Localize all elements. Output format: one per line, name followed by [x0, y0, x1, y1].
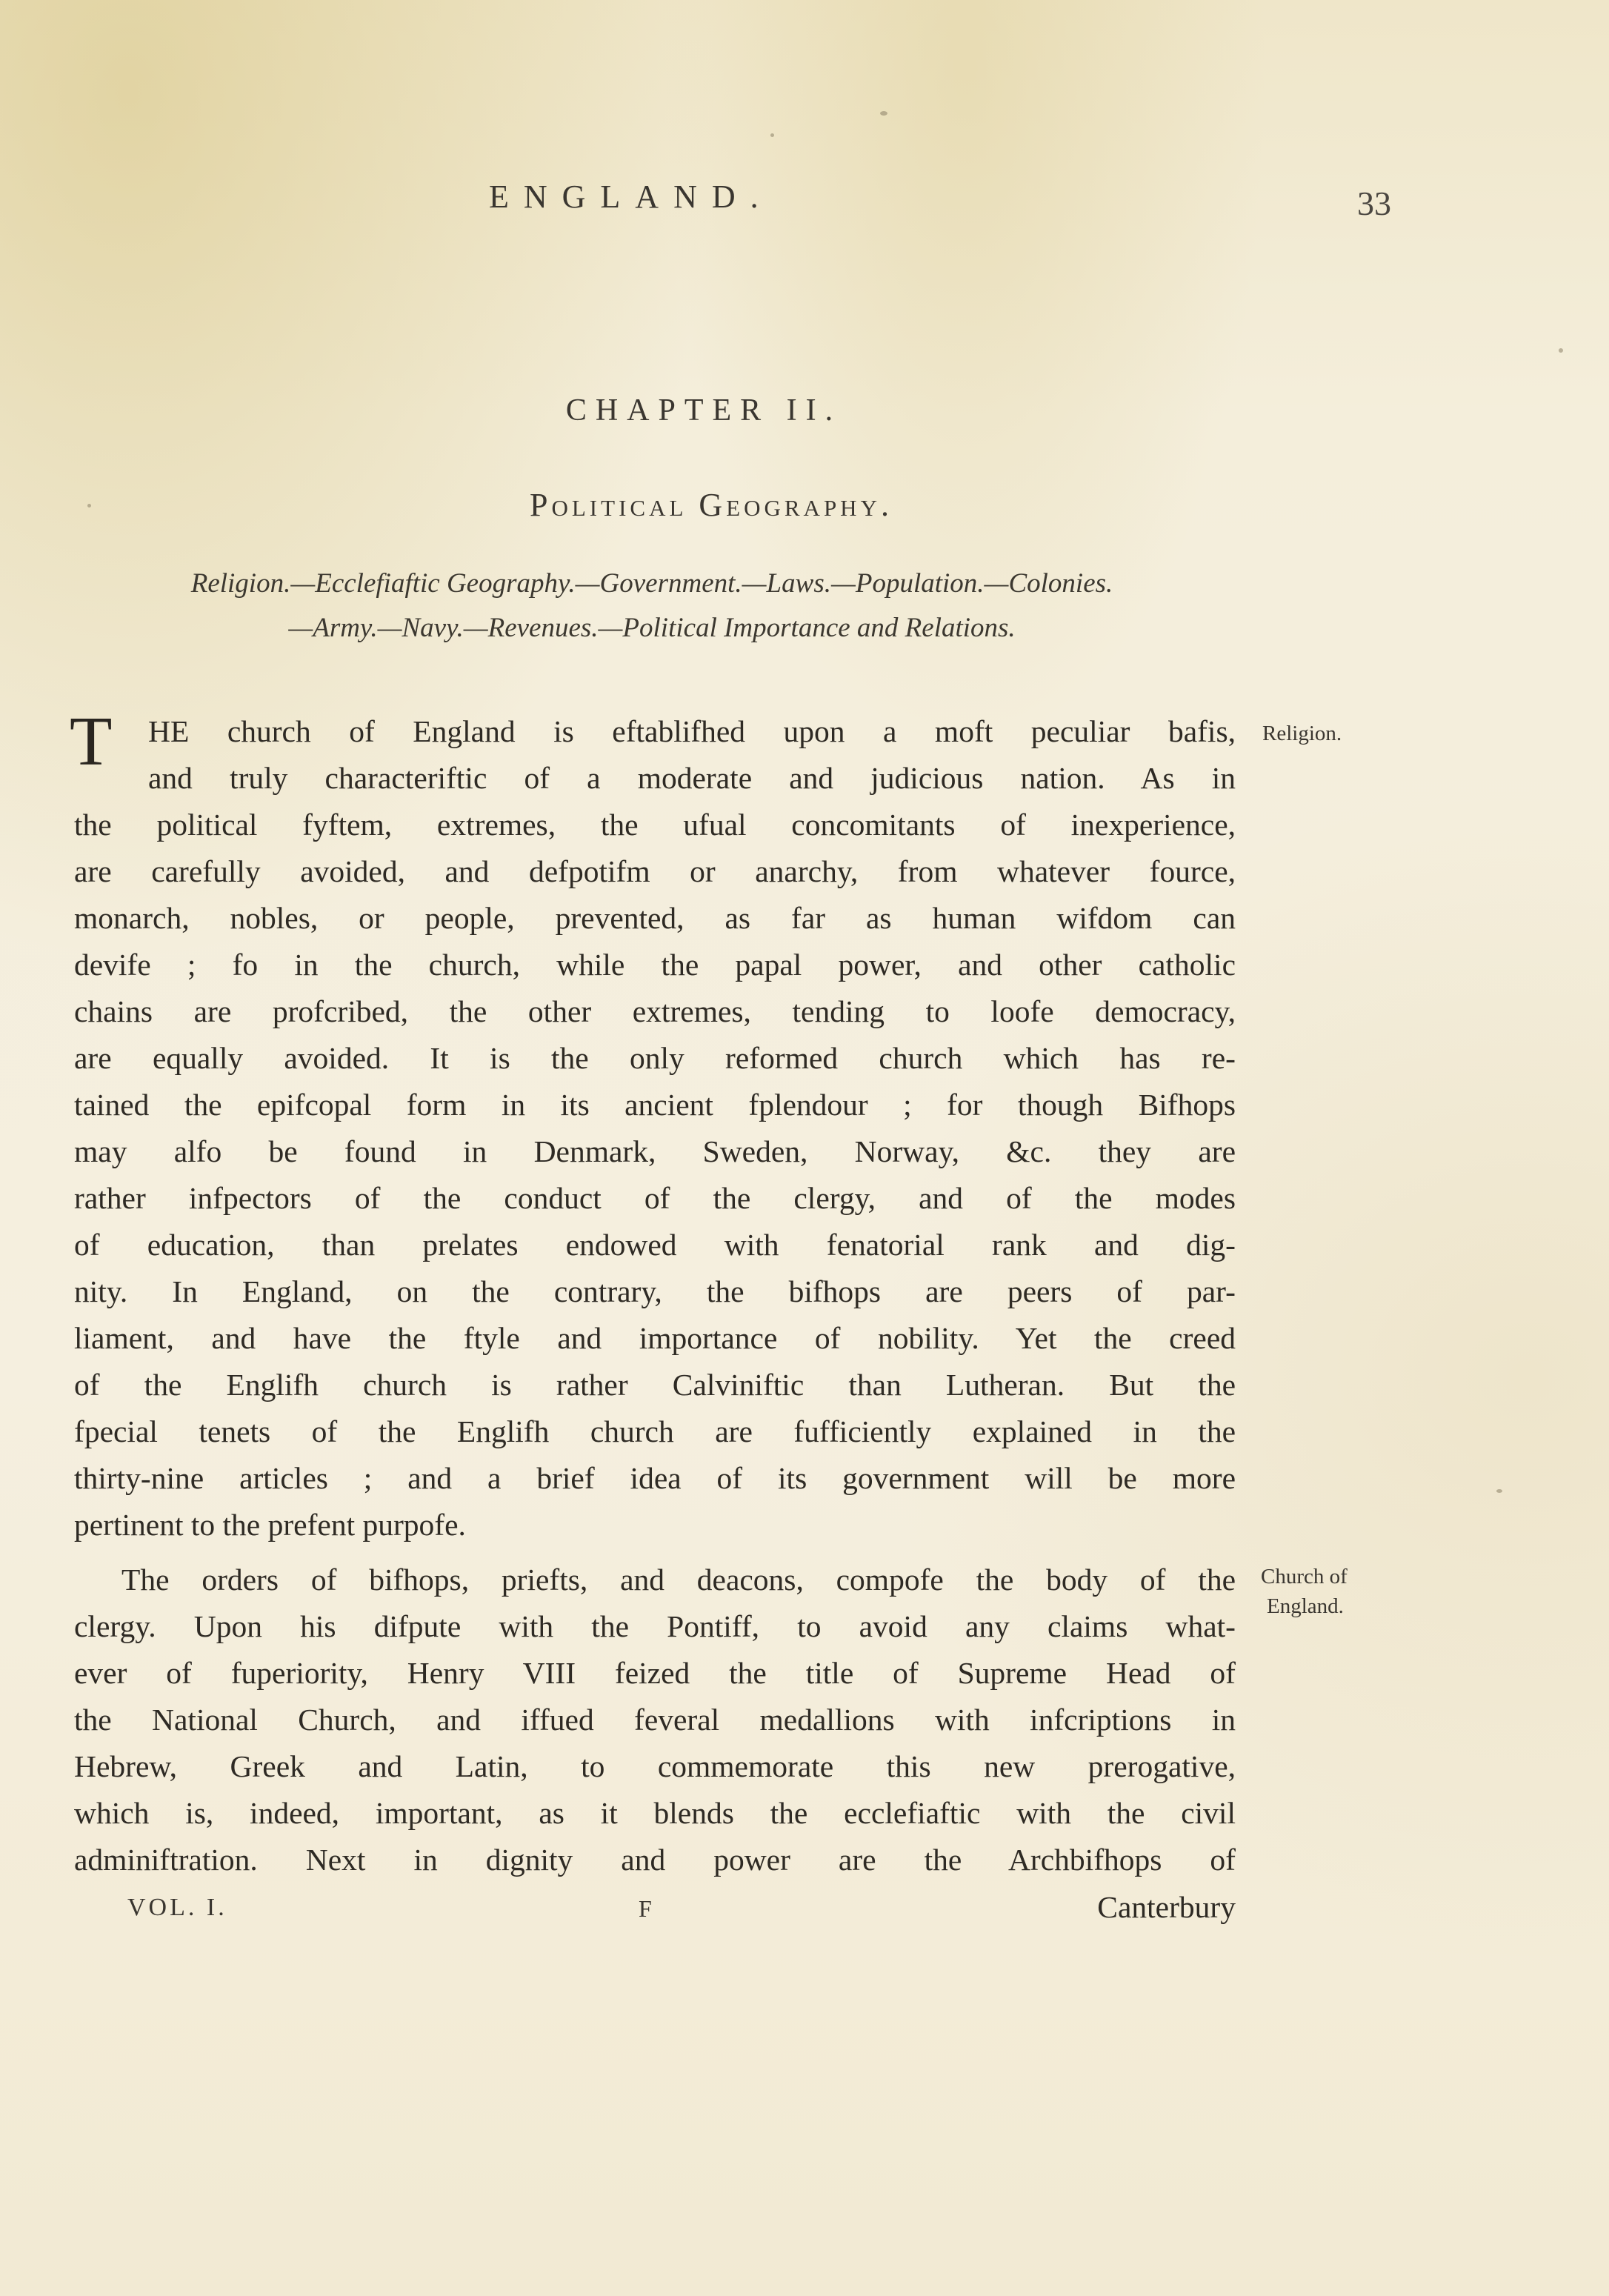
marginal-note-church-line-2: England.	[1267, 1594, 1344, 1618]
text-line: of the Englifh church is rather Calviniftic than Lutheran. But the	[74, 1368, 1236, 1402]
page-number: 33	[1357, 184, 1391, 222]
text-line: of education, than prelates endowed with fenatorial rank and dig-	[74, 1228, 1236, 1262]
text-line: which is, indeed, important, as it blends the ecclefiaftic with the civil	[74, 1796, 1236, 1830]
text-line: liament, and have the ftyle and importance of nobility. Yet the creed	[74, 1321, 1236, 1355]
text-line: may alfo be found in Denmark, Sweden, Norway, &c. they are	[74, 1134, 1236, 1168]
text-line: the political fyftem, extremes, the ufual concomitants of inexperience,	[74, 808, 1236, 842]
marginal-note-religion: Religion.	[1262, 722, 1342, 745]
drop-cap-letter: T	[70, 703, 113, 780]
chapter-summary-line-2: —Army.—Navy.—Revenues.—Political Importance and Relations.	[288, 613, 1016, 643]
speck	[1559, 348, 1563, 353]
chapter-heading: CHAPTER II.	[565, 393, 842, 427]
footer-signature-mark: F	[639, 1895, 652, 1922]
text-line: and truly characteriftic of a moderate and judicious nation. As in	[148, 761, 1236, 795]
speck	[770, 133, 774, 137]
text-line: Hebrew, Greek and Latin, to commemorate this new prerogative,	[74, 1749, 1236, 1783]
text-line: are equally avoided. It is the only reformed church which has re-	[74, 1041, 1236, 1075]
text-line: nity. In England, on the contrary, the bifhops are peers of par-	[74, 1274, 1236, 1308]
text-line: rather infpectors of the conduct of the clergy, and of the modes	[74, 1181, 1236, 1215]
footer-volume: VOL. I.	[127, 1894, 227, 1921]
text-line: HE church of England is eftablifhed upon a moft peculiar bafis,	[148, 714, 1236, 748]
running-head-title: ENGLAND.	[489, 179, 773, 215]
text-line: tained the epifcopal form in its ancient fplendour ; for though Bifhops	[74, 1088, 1236, 1122]
text-line: fpecial tenets of the Englifh church are fufficiently explained in the	[74, 1414, 1236, 1448]
text-line: ever of fuperiority, Henry VIII feized the title of Supreme Head of	[74, 1656, 1236, 1690]
text-line: The orders of bifhops, priefts, and deacons, compofe the body of the	[121, 1563, 1236, 1597]
text-line: pertinent to the prefent purpofe.	[74, 1508, 466, 1542]
text-line: the National Church, and iffued feveral medallions with infcriptions in	[74, 1703, 1236, 1737]
speck	[87, 504, 91, 508]
text-line: chains are profcribed, the other extremes, tending to loofe democracy,	[74, 994, 1236, 1028]
text-line: are carefully avoided, and defpotifm or anarchy, from whatever fource,	[74, 854, 1236, 888]
text-line: adminiftration. Next in dignity and power are the Archbifhops of	[74, 1843, 1236, 1877]
section-title: Political Geography.	[530, 487, 893, 523]
text-line: monarch, nobles, or people, prevented, as far as human wifdom can	[74, 901, 1236, 935]
speck	[880, 111, 887, 116]
speck	[1496, 1489, 1502, 1493]
chapter-summary-line-1: Religion.—Ecclefiaftic Geography.—Government.—Laws.—Population.—Colonies.	[190, 568, 1113, 599]
text-line: devife ; fo in the church, while the papal power, and other catholic	[74, 948, 1236, 982]
text-line: thirty-nine articles ; and a brief idea of its government will be more	[74, 1461, 1236, 1495]
marginal-note-church-line-1: Church of	[1261, 1565, 1348, 1588]
text-line: clergy. Upon his difpute with the Pontiff, to avoid any claims what-	[74, 1609, 1236, 1643]
footer-catchword: Canterbury	[1097, 1890, 1236, 1924]
